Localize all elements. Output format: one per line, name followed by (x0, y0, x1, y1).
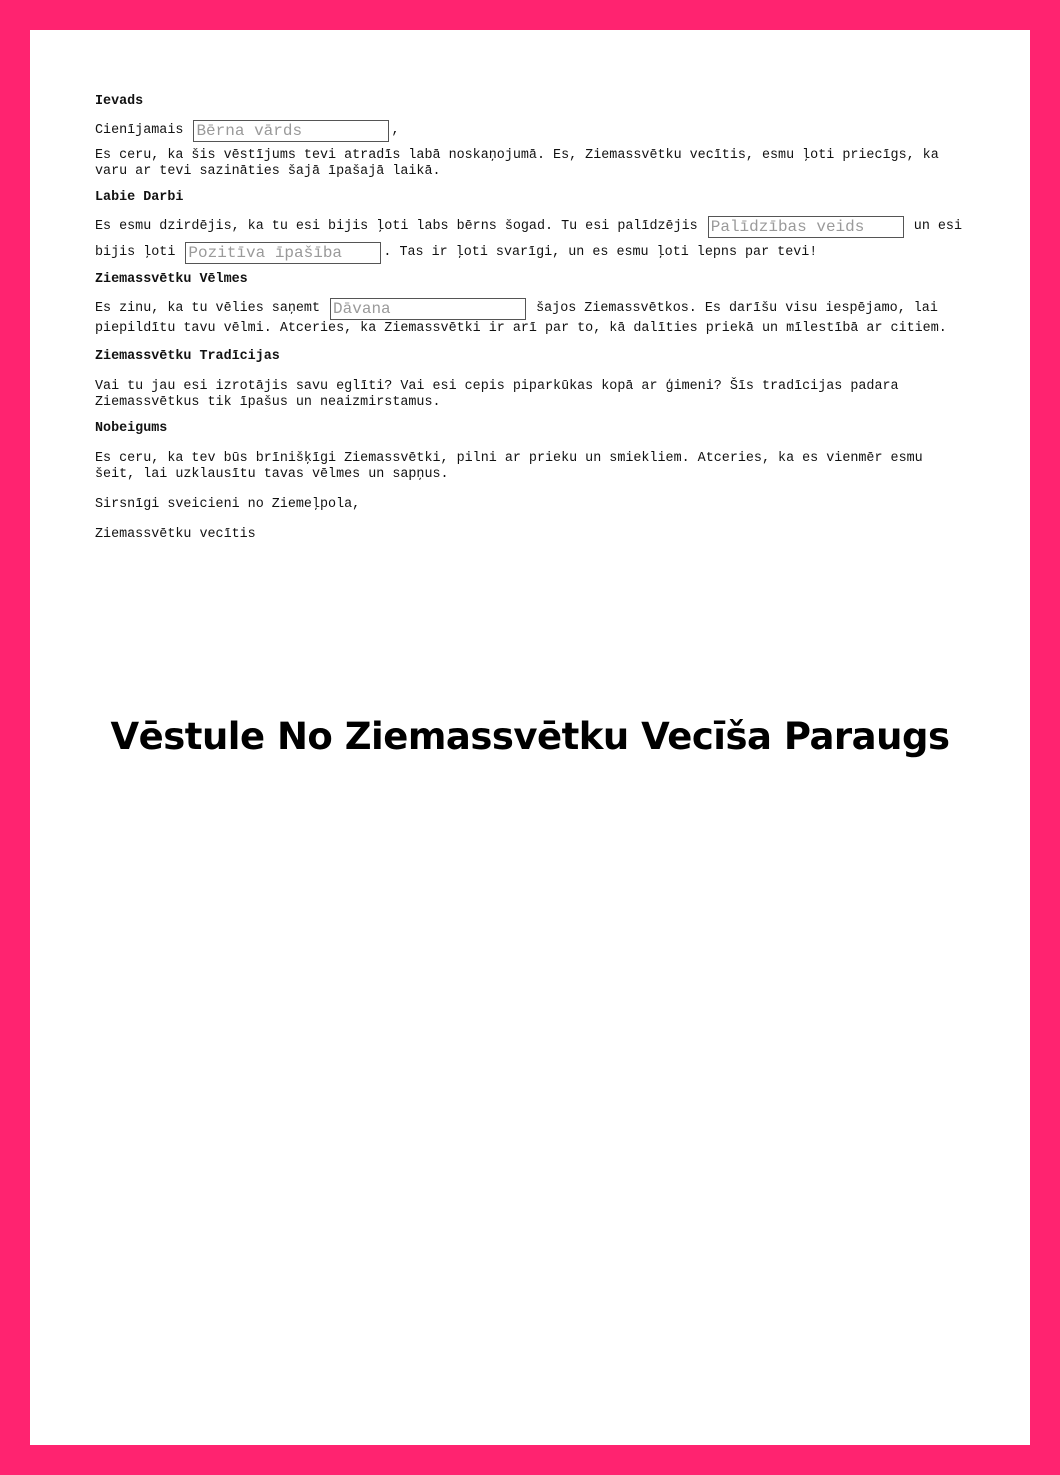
intro-heading: Ievads (95, 94, 144, 109)
good-deeds-text-2: un esi bijis ļoti (95, 219, 962, 260)
wishes-text-1: Es zinu, ka tu vēlies saņemt (95, 301, 320, 316)
greeting-line (95, 118, 970, 144)
good-deeds-text-3: . Tas ir ļoti svarīgi, un es esmu ļoti lepns par tevi! (383, 245, 818, 260)
wishes-heading: Ziemassvētku Vēlmes (95, 272, 248, 287)
greeting-prefix: Cienījamais (95, 123, 184, 138)
closing-line: Sirsnīgi sveicieni no Ziemeļpola, (95, 497, 361, 512)
child-name-field[interactable] (193, 120, 389, 142)
positive-quality-field[interactable] (185, 242, 381, 264)
traditions-heading: Ziemassvētku Tradīcijas (95, 349, 280, 364)
wishes-text-2: šajos Ziemassvētkos. Es darīšu visu iespējamo, lai piepildītu tavu vēlmi. Atceries, ka Ziemassvētki ir arī par to, kā dalīties priekā un mīlestībā ar citiem. (95, 301, 947, 336)
signature: Ziemassvētku vecītis (95, 527, 256, 542)
good-deeds-paragraph (95, 214, 970, 266)
intro-paragraph: Es ceru, ka šis vēstījums tevi atradīs labā noskaņojumā. Es, Ziemassvētku vecītis, esmu ļoti priecīgs, ka varu ar tevi sazināties šajā īpašajā laikā. (95, 148, 939, 179)
gift-field[interactable] (330, 298, 526, 320)
good-deeds-text-1: Es esmu dzirdējis, ka tu esi bijis ļoti labs bērns šogad. Tu esi palīdzējis (95, 219, 698, 234)
page-title: Vēstule No Ziemassvētku Vecīša Paraugs (110, 714, 950, 758)
title-banner (30, 660, 1030, 812)
traditions-paragraph: Vai tu jau esi izrotājis savu eglīti? Vai esi cepis piparkūkas kopā ar ģimeni? Šīs tradīcijas padara Ziemassvētkus tik īpašus un neaizmirstamus. (95, 379, 899, 410)
conclusion-paragraph: Es ceru, ka tev būs brīnišķīgi Ziemassvētki, pilni ar prieku un smiekliem. Atceries, ka es vienmēr esmu šeit, lai uzklausītu tavas vēlmes un sapņus. (95, 451, 923, 482)
letter-body (95, 94, 970, 553)
letter-page (30, 30, 1030, 1445)
greeting-suffix: , (391, 123, 400, 138)
help-type-field[interactable] (708, 216, 904, 238)
wishes-paragraph (95, 296, 970, 339)
good-deeds-heading: Labie Darbi (95, 190, 184, 205)
conclusion-heading: Nobeigums (95, 421, 168, 436)
